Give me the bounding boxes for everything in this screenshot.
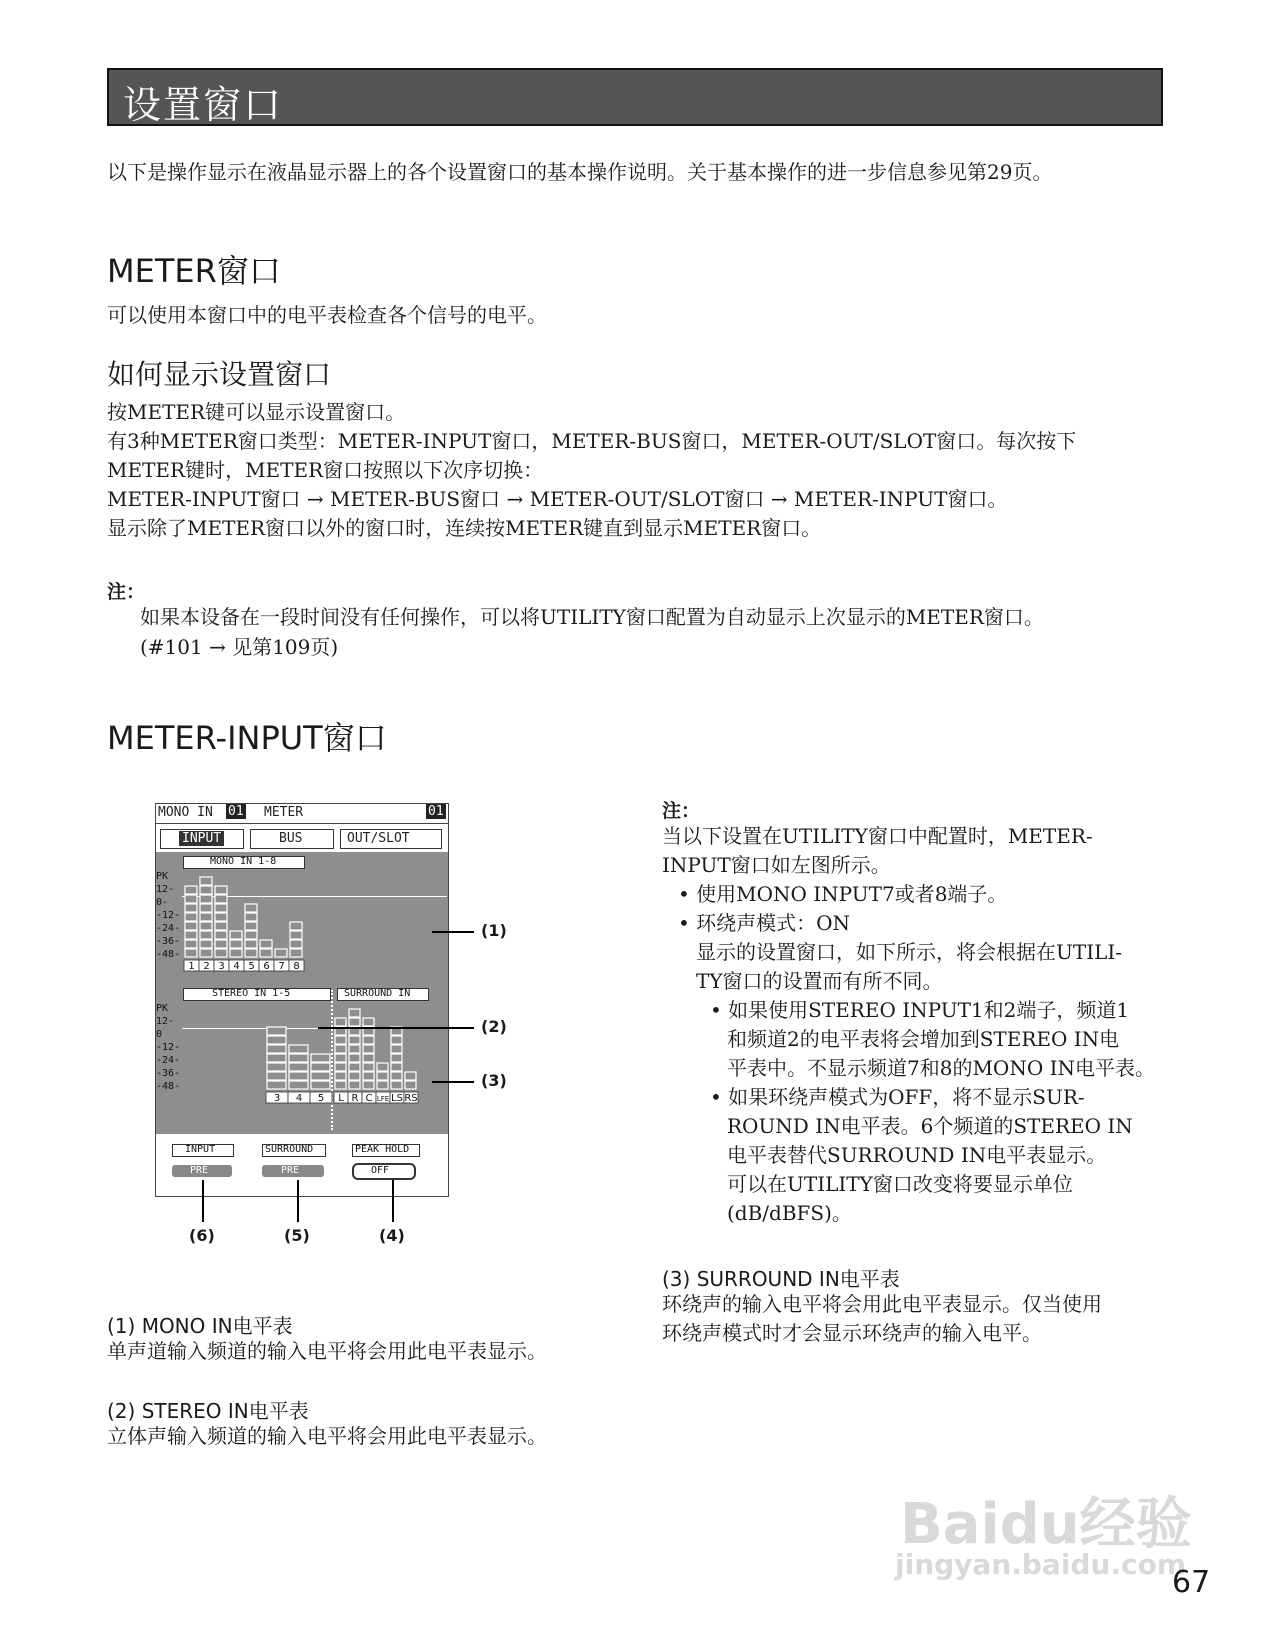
mono-meter-seg bbox=[245, 922, 257, 930]
mono-meter-seg bbox=[200, 886, 212, 894]
stereo-meter-seg bbox=[267, 1063, 286, 1071]
stereo-meter-seg bbox=[311, 1054, 330, 1062]
note1-line-1: 如果本设备在一段时间没有任何操作，可以将UTILITY窗口配置为自动显示上次显示的METER窗口。 bbox=[140, 605, 1044, 629]
note2-line-9: 平表中。不显示频道7和8的MONO IN电平表。 bbox=[727, 1056, 1155, 1080]
surround-meter-seg bbox=[391, 1054, 402, 1062]
peak-hold-control-label: PEAK HOLD bbox=[352, 1144, 420, 1157]
surround-meter-seg bbox=[405, 1072, 416, 1080]
callout-line-6 bbox=[202, 1180, 204, 1222]
page-title: 设置窗口 bbox=[123, 83, 284, 127]
watermark-url: jingyan.baidu.com bbox=[895, 1548, 1187, 1581]
item3-desc-1: 环绕声的输入电平将会用此电平表显示。仅当使用 bbox=[662, 1292, 1102, 1316]
mono-channel-label: 3 bbox=[218, 961, 225, 972]
tab-input[interactable] bbox=[160, 829, 244, 849]
stereo-meter-seg bbox=[289, 1045, 308, 1053]
surround-meter-seg bbox=[363, 1081, 374, 1089]
mono-meter-seg bbox=[185, 895, 197, 903]
tab-input-label: INPUT bbox=[179, 831, 224, 846]
surround-meter-seg bbox=[349, 1045, 360, 1053]
callout-line-1 bbox=[432, 931, 474, 933]
mono-meter-seg bbox=[185, 886, 197, 894]
surround-meter-seg bbox=[335, 1072, 346, 1080]
mono-meter-seg bbox=[200, 895, 212, 903]
mono-meter-seg bbox=[185, 922, 197, 930]
intro-text: 以下是操作显示在液晶显示器上的各个设置窗口的基本操作说明。关于基本操作的进一步信息参见第29页。 bbox=[107, 160, 1053, 184]
tab-bus[interactable] bbox=[250, 829, 334, 849]
meter-input-heading: METER-INPUT窗口 bbox=[107, 719, 387, 757]
item1-desc: 单声道输入频道的输入电平将会用此电平表显示。 bbox=[107, 1339, 547, 1363]
how-to-line-5: 显示除了METER窗口以外的窗口时，连续按METER键直到显示METER窗口。 bbox=[107, 516, 822, 540]
lcd-header-title: METER bbox=[264, 805, 304, 820]
surround-meter-seg bbox=[391, 1045, 402, 1053]
mono-meter-seg bbox=[245, 904, 257, 912]
callout-line-2 bbox=[318, 1027, 474, 1029]
note2-line-6: TY窗口的设置而有所不同。 bbox=[696, 969, 943, 993]
page-number: 67 bbox=[1172, 1565, 1211, 1600]
callout-line-5 bbox=[297, 1180, 299, 1222]
stereo-surround-meters bbox=[182, 1004, 448, 1104]
stereo-channel-label: 3 bbox=[273, 1093, 281, 1104]
note2-line-1: 当以下设置在UTILITY窗口中配置时，METER- bbox=[662, 824, 1093, 848]
stereo-meter-seg bbox=[311, 1072, 330, 1080]
surround-meter-seg bbox=[349, 1063, 360, 1071]
surround-meter-seg bbox=[363, 1063, 374, 1071]
lcd-header-left: MONO IN bbox=[158, 805, 213, 820]
page-title-bar bbox=[107, 68, 1163, 126]
mono-meter-seg bbox=[215, 895, 227, 903]
stereo-meter-seg bbox=[267, 1072, 286, 1080]
mono-meter-seg bbox=[215, 922, 227, 930]
tab-out-slot-label: OUT/SLOT bbox=[347, 831, 410, 846]
surround-channel-label: L bbox=[338, 1093, 344, 1104]
surround-meter-seg bbox=[391, 1036, 402, 1044]
mono-channel-label: 7 bbox=[278, 961, 285, 972]
mono-meter-seg bbox=[290, 922, 302, 930]
item2-desc: 立体声输入频道的输入电平将会用此电平表显示。 bbox=[107, 1424, 547, 1448]
lcd-header bbox=[156, 804, 448, 824]
callout-6: (6) bbox=[189, 1226, 215, 1245]
mono-meter-seg bbox=[185, 949, 197, 957]
mono-meter-seg bbox=[215, 904, 227, 912]
mono-meter-seg bbox=[200, 931, 212, 939]
mono-meter-seg bbox=[245, 931, 257, 939]
mono-meter-seg bbox=[185, 913, 197, 921]
mono-meter-seg bbox=[200, 940, 212, 948]
callout-4: (4) bbox=[379, 1226, 405, 1245]
mono-meter-seg bbox=[245, 940, 257, 948]
surround-meter-seg bbox=[377, 1072, 388, 1080]
callout-1: (1) bbox=[481, 921, 507, 940]
stereo-meter-seg bbox=[289, 1072, 308, 1080]
stereo-meter-seg bbox=[289, 1063, 308, 1071]
surround-meter-seg bbox=[391, 1072, 402, 1080]
stereo-meter-seg bbox=[311, 1081, 330, 1089]
lcd-header-right: 01 bbox=[428, 804, 444, 819]
surround-meter-seg bbox=[349, 1081, 360, 1089]
note2-line-14: (dB/dBFS)。 bbox=[727, 1201, 852, 1225]
watermark-logo: Baidu经验 bbox=[900, 1492, 1192, 1557]
surround-meter-seg bbox=[377, 1081, 388, 1089]
how-to-line-4: METER-INPUT窗口 → METER-BUS窗口 → METER-OUT/SLOT窗口 → METER-INPUT窗口。 bbox=[107, 487, 1008, 511]
callout-2: (2) bbox=[481, 1017, 507, 1036]
surround-meter-seg bbox=[363, 1045, 374, 1053]
tab-bus-label: BUS bbox=[279, 831, 303, 846]
mono-channel-label: 4 bbox=[233, 961, 240, 972]
item3-heading: (3) SURROUND IN电平表 bbox=[662, 1267, 900, 1291]
mono-meter-seg bbox=[215, 949, 227, 957]
mono-meter-seg bbox=[260, 940, 272, 948]
stereo-section-label: STEREO IN 1-5 bbox=[183, 988, 331, 1001]
meter-desc: 可以使用本窗口中的电平表检查各个信号的电平。 bbox=[107, 303, 547, 327]
surround-section-label: SURROUND IN bbox=[337, 988, 429, 1001]
item1-heading: (1) MONO IN电平表 bbox=[107, 1314, 293, 1338]
note2-line-12: 电平表替代SURROUND IN电平表显示。 bbox=[727, 1143, 1107, 1167]
stereo-meter-seg bbox=[311, 1063, 330, 1071]
stereo-channel-label: 5 bbox=[317, 1093, 325, 1104]
mono-meter-seg bbox=[290, 931, 302, 939]
input-control-label: INPUT bbox=[172, 1144, 234, 1157]
surround-pre-button[interactable]: PRE bbox=[262, 1165, 324, 1177]
mono-channel-label: 6 bbox=[263, 961, 270, 972]
surround-meter-seg bbox=[391, 1081, 402, 1089]
surround-meter-seg bbox=[335, 1054, 346, 1062]
note2-line-2: INPUT窗口如左图所示。 bbox=[662, 853, 891, 877]
surround-channel-label: LS bbox=[391, 1093, 403, 1104]
tab-out-slot[interactable] bbox=[340, 829, 442, 849]
note2-line-13: 可以在UTILITY窗口改变将要显示单位 bbox=[727, 1172, 1073, 1196]
how-to-line-1: 按METER键可以显示设置窗口。 bbox=[107, 400, 406, 424]
surround-meter-seg bbox=[335, 1036, 346, 1044]
mono-meter-seg bbox=[230, 949, 242, 957]
callout-5: (5) bbox=[284, 1226, 310, 1245]
item3-desc-2: 环绕声模式时才会显示环绕声的输入电平。 bbox=[662, 1321, 1042, 1345]
mono-meter-seg bbox=[245, 949, 257, 957]
surround-meter-seg bbox=[363, 1018, 374, 1026]
surround-channel-label: LFE bbox=[376, 1095, 390, 1103]
mono-meter-seg bbox=[200, 913, 212, 921]
mono-channel-label: 5 bbox=[248, 961, 255, 972]
stereo-channel-label: 4 bbox=[295, 1093, 303, 1104]
note2-line-8: 和频道2的电平表将会增加到STEREO IN电 bbox=[727, 1027, 1120, 1051]
note2-line-11: ROUND IN电平表。6个频道的STEREO IN bbox=[727, 1114, 1133, 1138]
surround-meter-seg bbox=[391, 1063, 402, 1071]
mono-meter-seg bbox=[185, 940, 197, 948]
surround-meter-seg bbox=[335, 1018, 346, 1026]
note2-label: 注： bbox=[662, 800, 701, 822]
stereo-meter-seg bbox=[289, 1054, 308, 1062]
stereo-meter-seg bbox=[267, 1036, 286, 1044]
callout-line-4 bbox=[392, 1180, 394, 1222]
mono-meters bbox=[182, 872, 322, 972]
surround-meter-seg bbox=[363, 1054, 374, 1062]
surround-meter-seg bbox=[349, 1009, 360, 1017]
surround-meter-seg bbox=[377, 1063, 388, 1071]
surround-meter-seg bbox=[335, 1045, 346, 1053]
mono-meter-seg bbox=[215, 931, 227, 939]
note2-line-5: 显示的设置窗口，如下所示，将会根据在UTILI- bbox=[696, 940, 1123, 964]
surround-meter-seg bbox=[335, 1063, 346, 1071]
mono-meter-seg bbox=[200, 922, 212, 930]
mono-section-label: MONO IN 1-8 bbox=[183, 856, 305, 869]
how-to-line-2: 有3种METER窗口类型：METER-INPUT窗口，METER-BUS窗口，METER-OUT/SLOT窗口。每次按下 bbox=[107, 429, 1077, 453]
item2-heading: (2) STEREO IN电平表 bbox=[107, 1399, 309, 1423]
mono-channel-label: 8 bbox=[293, 961, 300, 972]
surround-meter-seg bbox=[349, 1072, 360, 1080]
surround-channel-label: RS bbox=[404, 1093, 418, 1104]
how-to-line-3: METER键时，METER窗口按照以下次序切换： bbox=[107, 458, 544, 482]
mono-meter-seg bbox=[215, 940, 227, 948]
stereo-scale: PK 12- 0 -12- -24- -36- -48- bbox=[156, 1003, 181, 1092]
mono-channel-label: 1 bbox=[188, 961, 195, 972]
meter-heading: METER窗口 bbox=[107, 252, 281, 290]
note2-line-4: • 环绕声模式：ON bbox=[678, 911, 851, 935]
surround-meter-seg bbox=[349, 1018, 360, 1026]
surround-control-label: SURROUND bbox=[262, 1144, 326, 1157]
lcd-header-channel: 01 bbox=[228, 804, 244, 819]
mono-meter-seg bbox=[200, 877, 212, 885]
callout-line-3 bbox=[432, 1081, 474, 1083]
surround-meter-seg bbox=[349, 1054, 360, 1062]
mono-meter-seg bbox=[260, 949, 272, 957]
surround-meter-seg bbox=[349, 1036, 360, 1044]
note1-line-2: (#101 → 见第109页) bbox=[140, 635, 339, 659]
surround-meter-seg bbox=[363, 1036, 374, 1044]
mono-scale: PK 12- 0- -12- -24- -36- -48- bbox=[156, 871, 181, 960]
mono-meter-seg bbox=[290, 940, 302, 948]
mono-meter-seg bbox=[275, 949, 287, 957]
mono-meter-seg bbox=[200, 904, 212, 912]
note2-line-3: • 使用MONO INPUT7或者8端子。 bbox=[678, 882, 1008, 906]
stereo-meter-seg bbox=[267, 1027, 286, 1035]
mono-channel-label: 2 bbox=[203, 961, 210, 972]
mono-meter-seg bbox=[200, 949, 212, 957]
note2-line-10: • 如果环绕声模式为OFF，将不显示SUR- bbox=[710, 1085, 1085, 1109]
mono-meter-seg bbox=[290, 949, 302, 957]
stereo-meter-seg bbox=[267, 1045, 286, 1053]
surround-meter-seg bbox=[335, 1081, 346, 1089]
mono-meter-seg bbox=[185, 931, 197, 939]
mono-meter-seg bbox=[215, 913, 227, 921]
note2-line-7: • 如果使用STEREO INPUT1和2端子，频道1 bbox=[710, 998, 1130, 1022]
peak-hold-off-button[interactable]: OFF bbox=[352, 1163, 416, 1180]
note1-label: 注： bbox=[107, 581, 146, 603]
stereo-meter-seg bbox=[267, 1081, 286, 1089]
lcd-screen bbox=[155, 803, 449, 1197]
mono-meter-seg bbox=[215, 886, 227, 894]
surround-meter-seg bbox=[405, 1081, 416, 1089]
how-to-heading: 如何显示设置窗口 bbox=[107, 358, 332, 391]
mono-meter-seg bbox=[230, 931, 242, 939]
surround-channel-label: C bbox=[365, 1093, 373, 1104]
input-pre-button[interactable]: PRE bbox=[172, 1165, 232, 1177]
callout-3: (3) bbox=[481, 1071, 507, 1090]
surround-channel-label: R bbox=[351, 1093, 359, 1104]
surround-meter-seg bbox=[363, 1072, 374, 1080]
mono-meter-seg bbox=[230, 940, 242, 948]
mono-meter-seg bbox=[245, 913, 257, 921]
stereo-meter-seg bbox=[289, 1081, 308, 1089]
stereo-meter-seg bbox=[267, 1054, 286, 1062]
mono-meter-seg bbox=[185, 904, 197, 912]
